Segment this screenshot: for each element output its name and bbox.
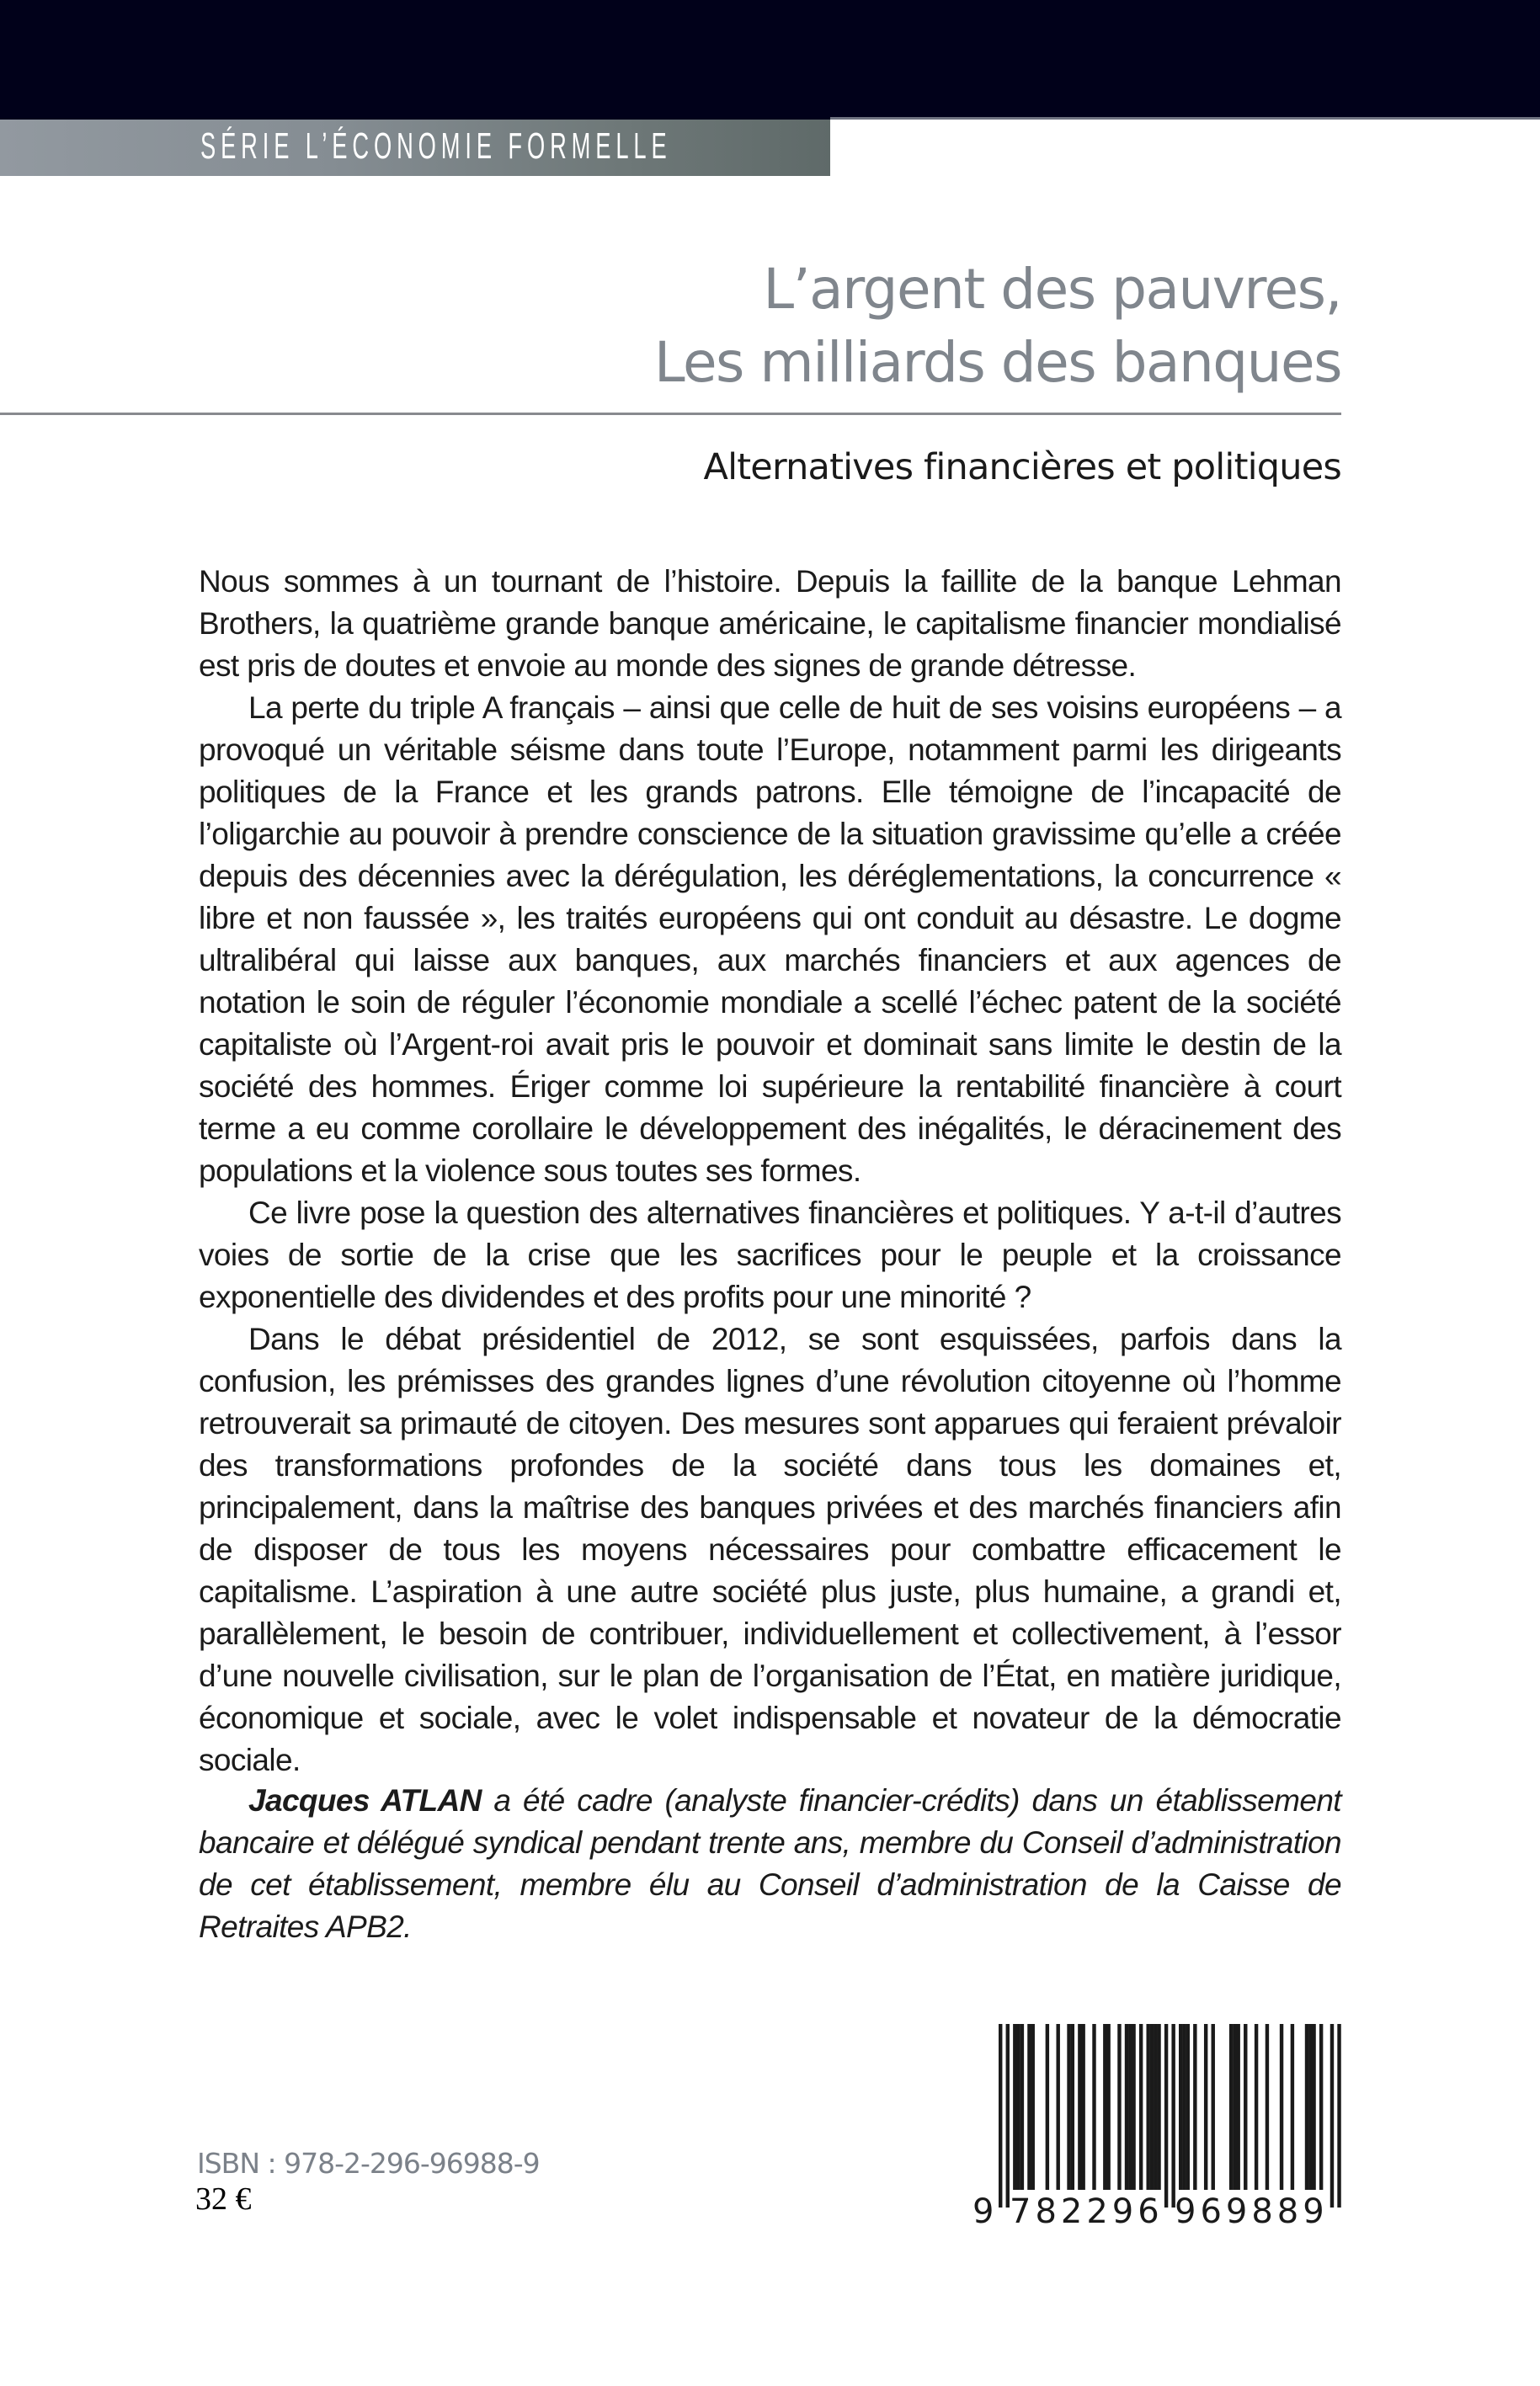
book-title-line-2: Les milliards des banques (653, 330, 1341, 395)
svg-text:782296: 782296 (1010, 2192, 1164, 2231)
ean13-barcode (968, 2021, 1356, 2231)
cover-top-band (0, 0, 1540, 120)
svg-text:9: 9 (972, 2192, 994, 2231)
book-title (654, 253, 1341, 399)
book-subtitle: Alternatives financières et politiques (703, 446, 1341, 488)
blurb-paragraph: Ce livre pose la question des alternatives financières et politiques. Y a-t-il d’autres voies de sortie de la crise que les sacrifices pour le peuple et la croissance exponentielle des dividendes et des profits pour une minorité ? (199, 1196, 1341, 1314)
svg-text:969889: 969889 (1175, 2192, 1329, 2231)
author-bio (199, 1780, 1341, 1948)
blurb-paragraph: La perte du triple A français – ainsi que celle de huit de ses voisins européens – a provoqué un véritable séisme dans toute l’Europe, notamment parmi les dirigeants politiques de la France et les grands patrons. Elle témoigne de l’incapacité de l’oligarchie au pouvoir à prendre conscience de la situation gravissime qu’elle a créée depuis des décennies avec la dérégulation, les déréglementations, la concurrence « libre et non faussée », les traités européens qui ont conduit au désastre. Le dogme ultralibéral qui laisse aux banques, aux marchés financiers et aux agences de notation le soin de réguler l’économie mondiale a scellé l’échec patent de la société capitaliste où l’Argent-roi avait pris le pouvoir et dominait sans limite le destin de la société des hommes. Ériger comme loi supérieure la rentabilité financière à court terme a eu comme corollaire le développement des inégalités, le déracinement des populations et la violence sous toutes ses formes. (199, 690, 1341, 1188)
series-label: SÉRIE L’ÉCONOMIE FORMELLE (200, 125, 672, 167)
author-bio-text: a été cadre (analyste financier-crédits) dans un établissement bancaire et délégué syndical pendant trente ans, membre du Conseil d’administration de cet établissement, membre élu au Conseil d’administration de la Caisse de Retraites APB2. (199, 1783, 1341, 1944)
blurb-paragraph: Dans le débat présidentiel de 2012, se sont esquissées, parfois dans la confusion, les prémisses des grandes lignes d’une révolution citoyenne où l’homme retrouverait sa primauté de citoyen. Des mesures sont apparues qui feraient prévaloir des transformations profondes de la société dans tous les domaines et, principalement, dans la maîtrise des banques privées et des marchés financiers afin de disposer de tous les moyens nécessaires pour combattre efficacement le capitalisme. L’aspiration à une autre société plus juste, plus humaine, a grandi et, parallèlement, le besoin de contribuer, individuellement et collectivement, à l’essor d’une nouvelle civilisation, sur le plan de l’organisation de l’État, en matière juridique, économique et sociale, avec le volet indispensable et novateur de la démocratie sociale. (199, 1322, 1341, 1777)
blurb-paragraph: Nous sommes à un tournant de l’histoire. Depuis la faillite de la banque Lehman Brothers, la quatrième grande banque américaine, le capitalisme financier mondialisé est pris de doutes et envoie au monde des signes de grande détresse. (199, 564, 1341, 683)
book-title-line-1: L’argent des pauvres, (763, 257, 1341, 322)
barcode-graphic (968, 2021, 1356, 2231)
back-cover-blurb (199, 561, 1341, 1782)
author-name: Jacques ATLAN (248, 1783, 482, 1818)
title-divider (0, 413, 1341, 415)
price-label: 32 € (195, 2181, 252, 2217)
isbn-label: ISBN : 978-2-296-96988-9 (197, 2147, 540, 2180)
